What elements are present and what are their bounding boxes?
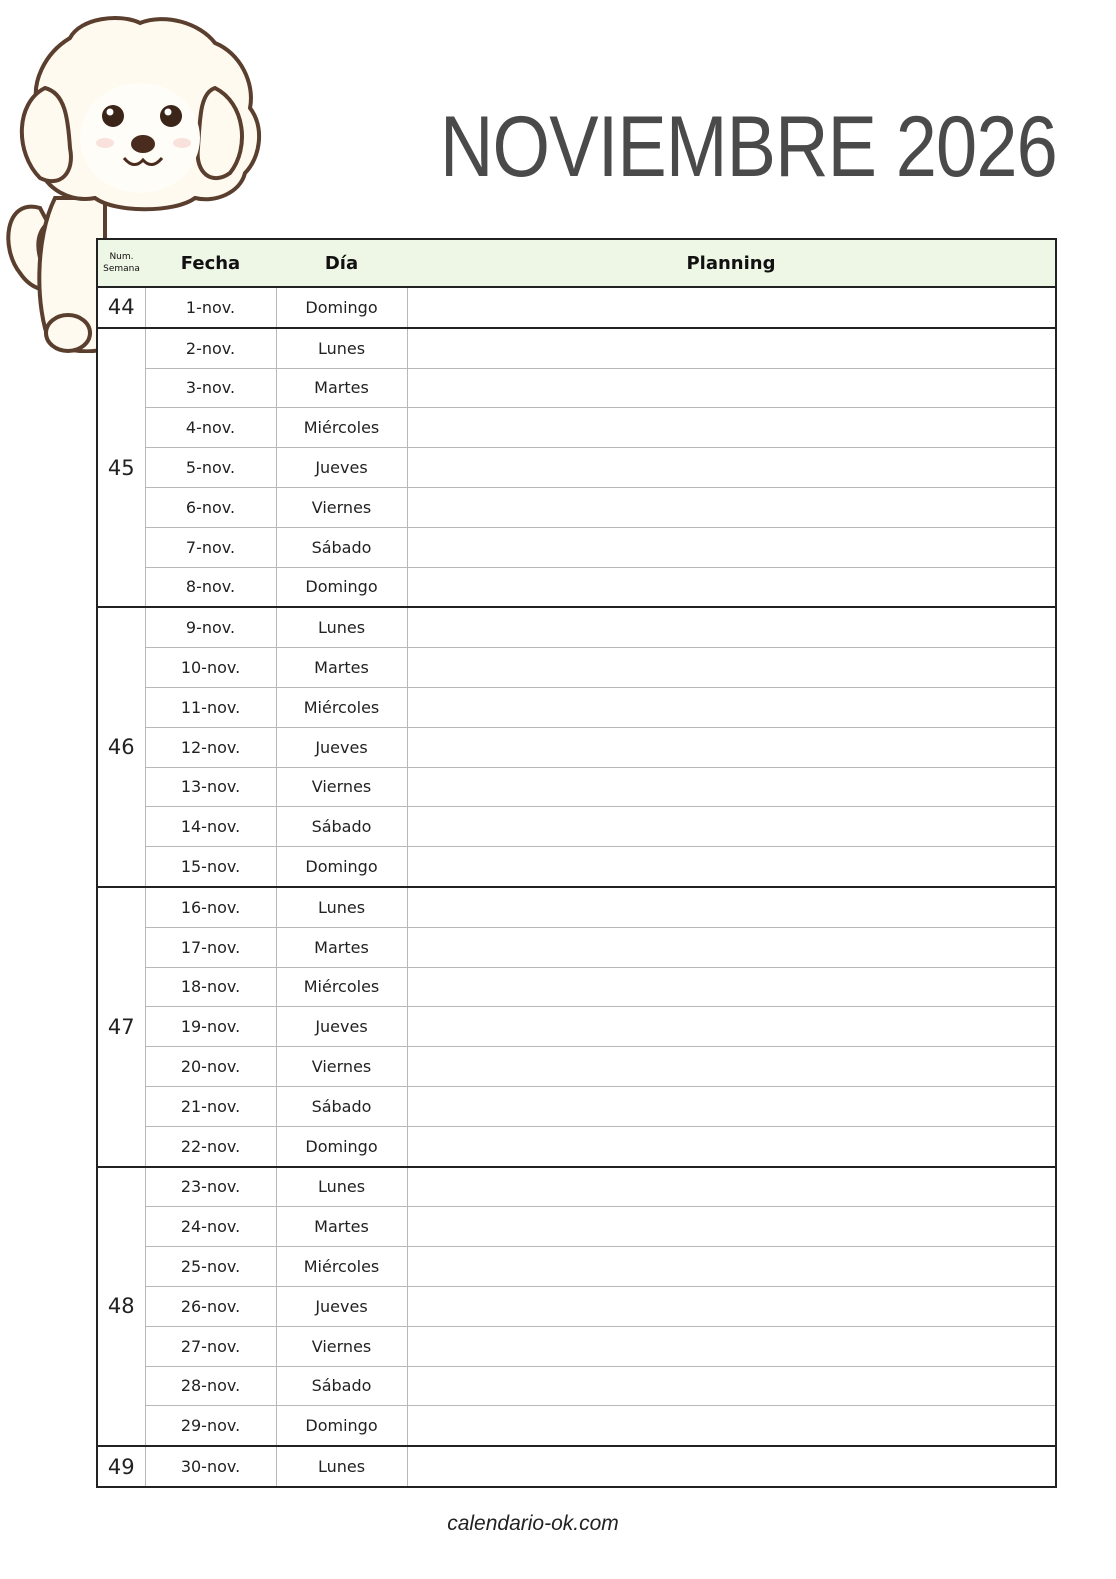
date-cell: 19-nov. [145,1007,276,1047]
date-cell: 18-nov. [145,967,276,1007]
table-row [97,887,1056,927]
date-cell: 27-nov. [145,1326,276,1366]
week-number-cell: 44 [97,287,145,328]
table-row [97,567,1056,607]
planning-cell[interactable] [407,567,1056,607]
date-cell: 15-nov. [145,847,276,887]
planning-cell[interactable] [407,1126,1056,1166]
planning-cell[interactable] [407,1047,1056,1087]
day-cell: Jueves [276,1007,407,1047]
day-cell: Viernes [276,1047,407,1087]
planning-cell[interactable] [407,927,1056,967]
planning-cell[interactable] [407,487,1056,527]
week-number-cell: 48 [97,1167,145,1447]
date-cell: 16-nov. [145,887,276,927]
table-row [97,1286,1056,1326]
table-row [97,1446,1056,1487]
table-row [97,648,1056,688]
date-cell: 14-nov. [145,807,276,847]
day-cell: Lunes [276,607,407,647]
planning-cell[interactable] [407,847,1056,887]
table-row [97,1366,1056,1406]
planning-cell[interactable] [407,687,1056,727]
table-row [97,1207,1056,1247]
date-cell: 2-nov. [145,328,276,368]
week-number-cell: 45 [97,328,145,608]
date-cell: 4-nov. [145,408,276,448]
day-cell: Martes [276,368,407,408]
planning-cell[interactable] [407,368,1056,408]
week-number-cell: 49 [97,1446,145,1487]
table-row [97,1247,1056,1287]
table-row [97,1047,1056,1087]
date-cell: 17-nov. [145,927,276,967]
date-cell: 25-nov. [145,1247,276,1287]
table-row [97,1326,1056,1366]
day-cell: Sábado [276,1366,407,1406]
date-cell: 20-nov. [145,1047,276,1087]
table-row [97,487,1056,527]
day-cell: Jueves [276,448,407,488]
day-cell: Jueves [276,727,407,767]
table-row [97,1406,1056,1446]
planning-header: Planning [407,239,1056,287]
planning-cell[interactable] [407,887,1056,927]
planning-cell[interactable] [407,807,1056,847]
date-cell: 11-nov. [145,687,276,727]
day-cell: Martes [276,927,407,967]
day-cell: Lunes [276,1446,407,1487]
day-header: Día [276,239,407,287]
day-cell: Martes [276,1207,407,1247]
day-cell: Viernes [276,487,407,527]
week-number-header [97,239,145,287]
week-header-line1: Num. [109,252,134,262]
date-cell: 1-nov. [145,287,276,328]
planning-cell[interactable] [407,1167,1056,1207]
planning-cell[interactable] [407,1247,1056,1287]
planning-cell[interactable] [407,1446,1056,1487]
date-cell: 3-nov. [145,368,276,408]
date-cell: 30-nov. [145,1446,276,1487]
table-row [97,687,1056,727]
planning-cell[interactable] [407,1286,1056,1326]
planning-cell[interactable] [407,1207,1056,1247]
week-header-line2: Semana [103,264,140,274]
planning-cell[interactable] [407,448,1056,488]
day-cell: Domingo [276,567,407,607]
planner-body [97,287,1056,1487]
date-cell: 7-nov. [145,527,276,567]
planning-cell[interactable] [407,408,1056,448]
day-cell: Martes [276,648,407,688]
table-row [97,927,1056,967]
date-cell: 6-nov. [145,487,276,527]
table-row [97,847,1056,887]
day-cell: Jueves [276,1286,407,1326]
day-cell: Domingo [276,1126,407,1166]
page-title: NOVIEMBRE 2026 [440,99,1057,195]
date-cell: 5-nov. [145,448,276,488]
planning-cell[interactable] [407,527,1056,567]
planning-cell[interactable] [407,328,1056,368]
day-cell: Domingo [276,847,407,887]
table-row [97,448,1056,488]
day-cell: Lunes [276,887,407,927]
planner-table [96,238,1057,1488]
date-cell: 22-nov. [145,1126,276,1166]
table-row [97,807,1056,847]
planning-cell[interactable] [407,1007,1056,1047]
day-cell: Sábado [276,807,407,847]
day-cell: Lunes [276,1167,407,1207]
day-cell: Sábado [276,527,407,567]
day-cell: Domingo [276,287,407,328]
table-row [97,607,1056,647]
date-cell: 28-nov. [145,1366,276,1406]
date-cell: 8-nov. [145,567,276,607]
planning-cell[interactable] [407,287,1056,328]
table-row [97,1126,1056,1166]
table-row [97,287,1056,328]
table-row [97,328,1056,368]
planning-cell[interactable] [407,648,1056,688]
date-cell: 24-nov. [145,1207,276,1247]
header-row [97,239,1056,287]
day-cell: Miércoles [276,408,407,448]
planning-cell[interactable] [407,1086,1056,1126]
date-cell: 13-nov. [145,767,276,807]
planning-cell[interactable] [407,1366,1056,1406]
planning-cell[interactable] [407,727,1056,767]
date-cell: 29-nov. [145,1406,276,1446]
table-row [97,727,1056,767]
date-cell: 21-nov. [145,1086,276,1126]
planning-cell[interactable] [407,967,1056,1007]
date-cell: 26-nov. [145,1286,276,1326]
date-cell: 12-nov. [145,727,276,767]
day-cell: Lunes [276,328,407,368]
table-row [97,408,1056,448]
date-cell: 10-nov. [145,648,276,688]
table-row [97,1007,1056,1047]
day-cell: Miércoles [276,967,407,1007]
day-cell: Domingo [276,1406,407,1446]
planning-cell[interactable] [407,607,1056,647]
table-row [97,368,1056,408]
day-cell: Miércoles [276,687,407,727]
day-cell: Viernes [276,767,407,807]
day-cell: Miércoles [276,1247,407,1287]
footer-url: calendario-ok.com [447,1512,619,1535]
table-row [97,767,1056,807]
week-number-cell: 46 [97,607,145,887]
date-cell: 23-nov. [145,1167,276,1207]
planning-cell[interactable] [407,1326,1056,1366]
date-header: Fecha [145,239,276,287]
table-row [97,1167,1056,1207]
planning-cell[interactable] [407,767,1056,807]
table-row [97,1086,1056,1126]
date-cell: 9-nov. [145,607,276,647]
planning-cell[interactable] [407,1406,1056,1446]
table-row [97,967,1056,1007]
table-row [97,527,1056,567]
day-cell: Sábado [276,1086,407,1126]
week-number-cell: 47 [97,887,145,1167]
day-cell: Viernes [276,1326,407,1366]
